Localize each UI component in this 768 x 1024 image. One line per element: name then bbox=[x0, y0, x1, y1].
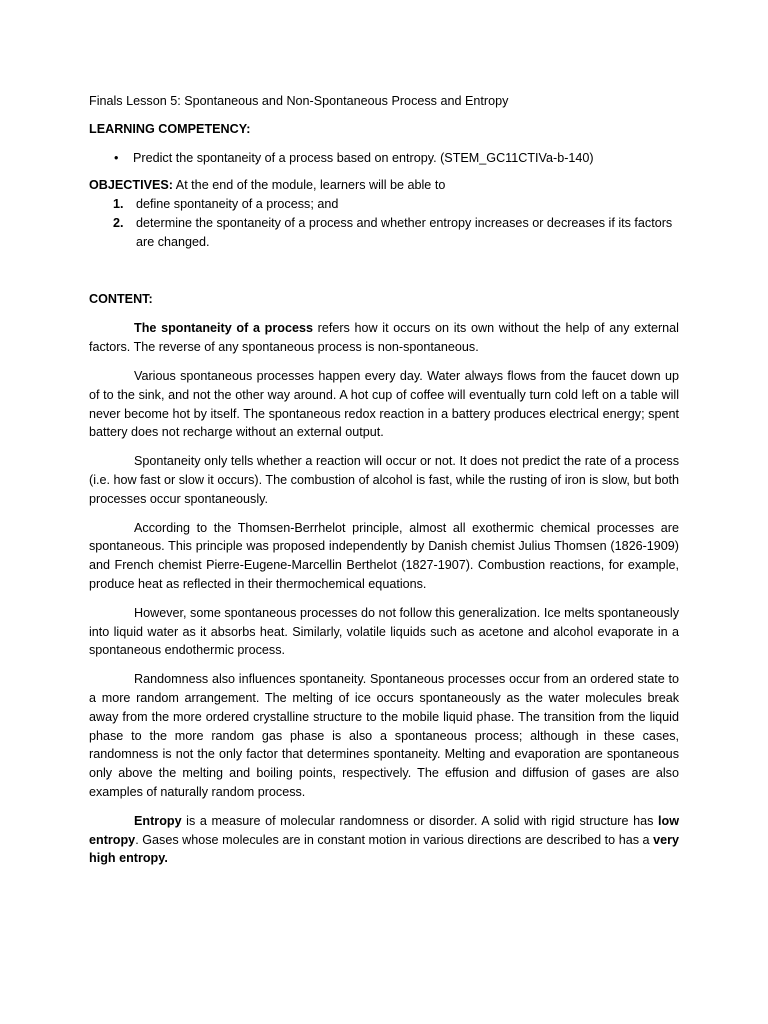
paragraph-text: . Gases whose molecules are in constant motion in various directions are described to has a bbox=[135, 832, 654, 847]
paragraph-thomsen-berthelot: According to the Thomsen-Berrhelot principle, almost all exothermic chemical processes are spontaneous. This principle was proposed independently by Danish chemist Julius Thomsen (1826-1909) and French chemist Pierre-Eugene-Marcellin Berthelot (1827-1907). Combustion reactions, for example, produce heat as reflected in their thermochemical equations. bbox=[89, 520, 679, 591]
objective-text: define spontaneity of a process; and bbox=[136, 197, 339, 212]
competency-item: • Predict the spontaneity of a process based on entropy. (STEM_GC11CTIVa-b-140) bbox=[133, 149, 679, 168]
objective-text: determine the spontaneity of a process and whether entropy increases or decreases if its factors are changed. bbox=[136, 215, 673, 249]
paragraph-exceptions: However, some spontaneous processes do not follow this generalization. Ice melts spontaneously into liquid water as it absorbs heat. Similarly, volatile liquids such as acetone and alcohol evaporate in a spontaneous endothermic process. bbox=[89, 605, 679, 658]
lesson-title: Finals Lesson 5: Spontaneous and Non-Spontaneous Process and Entropy bbox=[89, 94, 509, 108]
objective-number: 1. bbox=[113, 197, 124, 212]
objectives-intro-text: At the end of the module, learners will be able to bbox=[172, 178, 446, 193]
paragraph-text: refers how it occurs on its own without the help of any external factors. The reverse of any spontaneous process is non-spontaneous. bbox=[89, 321, 679, 355]
content-heading: CONTENT: bbox=[89, 291, 153, 306]
objectives-heading: OBJECTIVES: bbox=[89, 178, 173, 193]
objective-item bbox=[113, 195, 679, 214]
competency-list bbox=[89, 149, 679, 168]
paragraph-examples: Various spontaneous processes happen every day. Water always flows from the faucet down up of to the sink, and not the other way around. A hot cup of coffee will eventually turn cold left on a table will never become hot by itself. The spontaneous redox reaction in a battery produces electrical energy; spent battery does not recharge without an external output. bbox=[89, 368, 679, 440]
term-entropy: Entropy bbox=[134, 813, 182, 828]
paragraph-text: is a measure of molecular randomness or disorder. A solid with rigid structure has bbox=[181, 813, 658, 828]
learning-competency-heading: LEARNING COMPETENCY: bbox=[89, 121, 251, 136]
term-very-high-entropy: very high entropy. bbox=[89, 832, 679, 866]
paragraph-randomness: Randomness also influences spontaneity. Spontaneous processes occur from an ordered state to a more random arrangement. The melting of ice occurs spontaneously as the water molecules break away from the more ordered crystalline structure to the mobile liquid phase. The transition from the liquid phase to the more random gas phase is also a spontaneous process; although in these cases, randomness is not the only factor that determines spontaneity. Melting and evaporation are spontaneous only above the melting and boiling points, respectively. The effusion and diffusion of gases are also examples of naturally random process. bbox=[89, 672, 679, 799]
paragraph-entropy bbox=[89, 812, 679, 868]
paragraph-spontaneity bbox=[89, 319, 679, 357]
objective-number: 2. bbox=[113, 215, 124, 230]
paragraph-rate: Spontaneity only tells whether a reaction will occur or not. It does not predict the rate of a process (i.e. how fast or slow it occurs). The combustion of alcohol is fast, while the rusting of iron is slow, but both processes occur spontaneously. bbox=[89, 454, 679, 506]
objectives-intro bbox=[89, 176, 679, 195]
term-spontaneity: The spontaneity of a process bbox=[134, 321, 313, 336]
term-low-entropy: low entropy bbox=[89, 813, 679, 847]
objective-item bbox=[113, 214, 679, 252]
objectives-list bbox=[89, 195, 679, 251]
